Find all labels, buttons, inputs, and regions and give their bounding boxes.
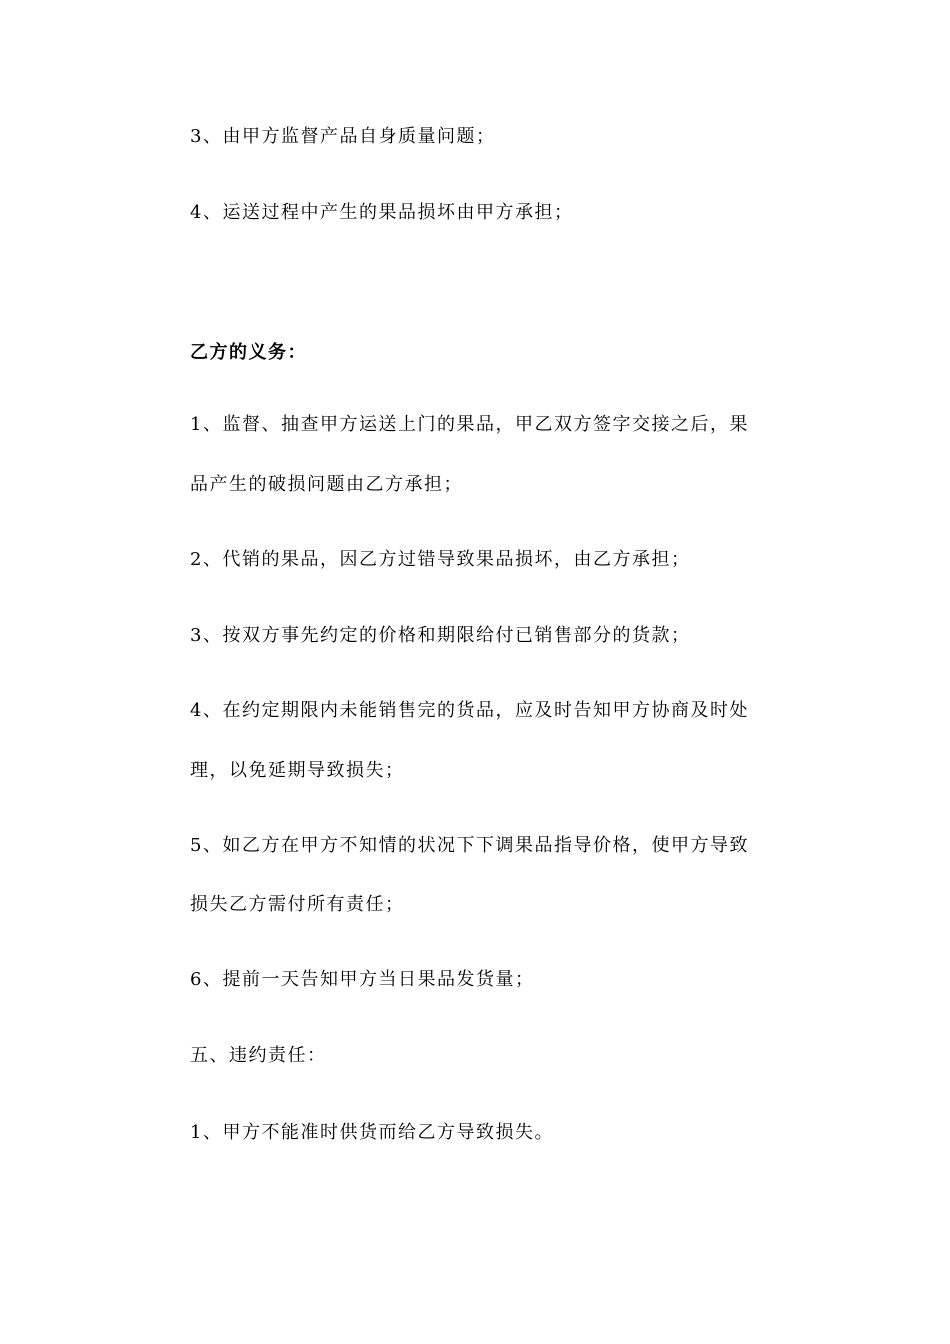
clause-party-a-3: 3、由甲方监督产品自身质量问题； (190, 126, 496, 147)
clause-party-b-1-line-2: 品产生的破损问题由乙方承担； (190, 474, 463, 495)
clause-breach-1: 1、甲方不能准时供货而给乙方导致损失。 (190, 1122, 554, 1143)
clause-party-b-5-line-2: 损失乙方需付所有责任； (190, 894, 405, 915)
clause-party-b-4-line-1: 4、在约定期限内未能销售完的货品，应及时告知甲方协商及时处 (190, 700, 749, 721)
clause-party-b-3: 3、按双方事先约定的价格和期限给付已销售部分的货款； (190, 625, 691, 646)
clause-party-b-5-line-1: 5、如乙方在甲方不知情的状况下下调果品指导价格，使甲方导致 (190, 835, 749, 856)
section-heading-party-b-duties: 乙方的义务： (190, 342, 307, 363)
clause-party-a-4: 4、运送过程中产生的果品损坏由甲方承担； (190, 202, 574, 223)
section-heading-breach-liability: 五、违约责任： (190, 1045, 327, 1066)
clause-party-b-1-line-1: 1、监督、抽查甲方运送上门的果品，甲乙双方签字交接之后，果 (190, 414, 749, 435)
clause-party-b-4-line-2: 理，以免延期导致损失； (190, 760, 405, 781)
clause-party-b-6: 6、提前一天告知甲方当日果品发货量； (190, 969, 535, 990)
clause-party-b-2: 2、代销的果品，因乙方过错导致果品损坏，由乙方承担； (190, 549, 691, 570)
